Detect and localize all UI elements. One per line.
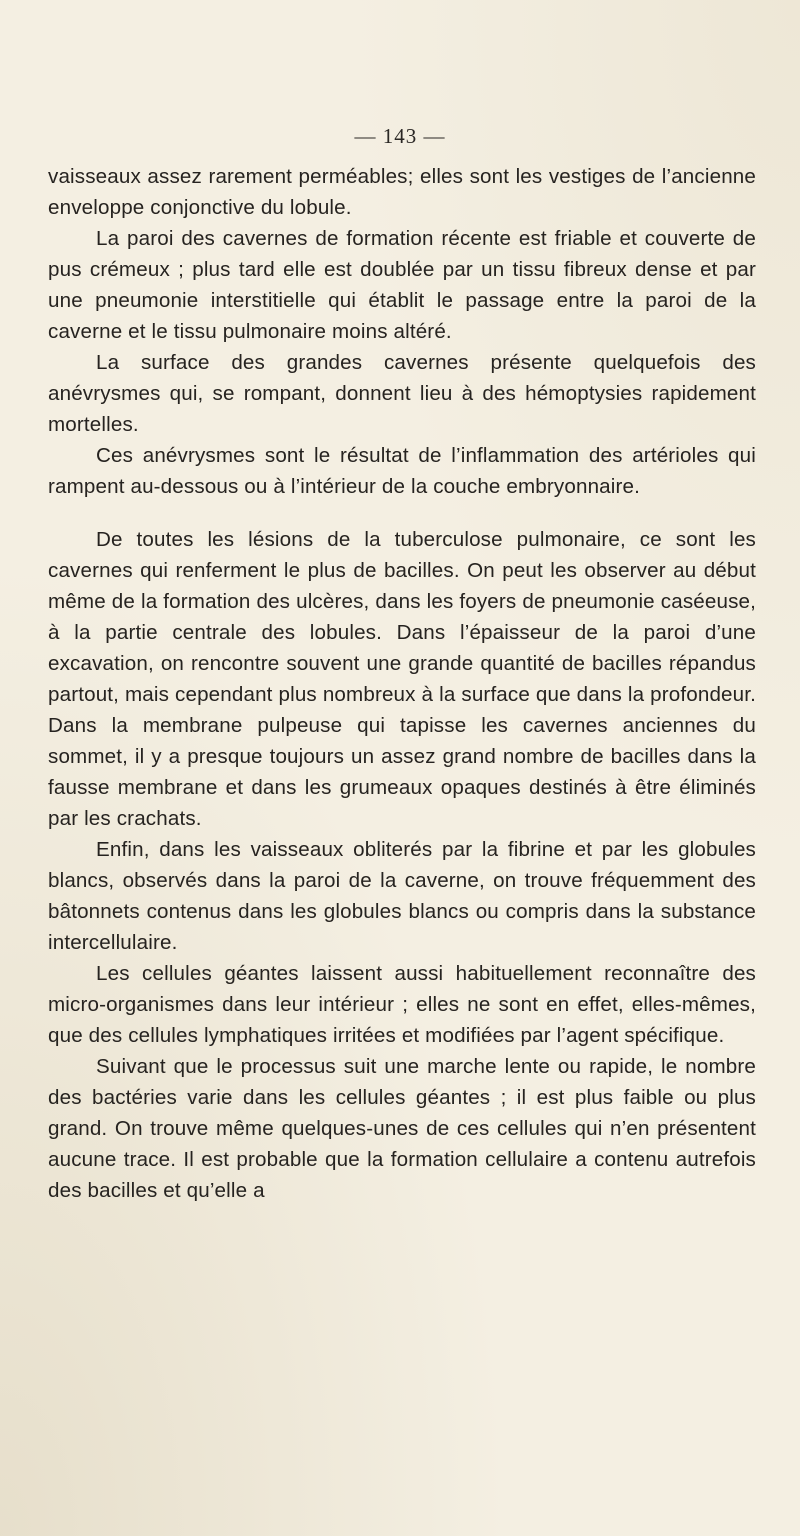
paragraph-2: La paroi des cavernes de formation récente est friable et couverte de pus crémeux ; plus tard elle est doublée par un tissu fibreux dense et par une pneumonie interstitielle qui établit le passage entre la paroi de la caverne et le tissu pulmonaire moins altéré.	[48, 227, 756, 343]
paragraph-5: De toutes les lésions de la tuberculose pulmonaire, ce sont les cavernes qui renferment le plus de bacilles. On peut les observer au début même de la formation des ulcères, dans les foyers de pneumonie caséeuse, à la partie centrale des lobules. Dans l’épaisseur de la paroi d’une excavation, on rencontre souvent une grande quantité de bacilles répandus partout, mais cependant plus nombreux à la surface que dans la profondeur. Dans la membrane pulpeuse qui tapisse les cavernes anciennes du sommet, il y a presque toujours un assez grand nombre de bacilles dans la fausse membrane et dans les grumeaux opaques destinés à être éliminés par les crachats.	[48, 528, 756, 830]
paragraph-4: Ces anévrysmes sont le résultat de l’inflammation des artérioles qui rampent au-dessous ou à l’intérieur de la couche embryonnaire.	[48, 444, 756, 498]
paragraph-8: Suivant que le processus suit une marche lente ou rapide, le nombre des bactéries varie dans les cellules géantes ; il est plus faible ou plus grand. On trouve même quelques-unes de ces cellules qui n’en présentent aucune trace. Il est probable que la formation cellulaire a contenu autrefois des bacilles et qu’elle a	[48, 1055, 756, 1202]
page-number: — 143 —	[354, 124, 446, 148]
paragraph-1: vaisseaux assez rarement perméables; elles sont les vestiges de l’ancienne enveloppe conjonctive du lobule.	[48, 165, 756, 219]
paragraph-3: La surface des grandes cavernes présente quelquefois des anévrysmes qui, se rompant, donnent lieu à des hémoptysies rapidement mortelles.	[48, 351, 756, 436]
paragraph-7: Les cellules géantes laissent aussi habituellement reconnaître des micro-organismes dans leur intérieur ; elles ne sont en effet, elles-mêmes, que des cellules lymphatiques irritées et modifiées par l’agent spécifique.	[48, 962, 756, 1047]
paragraph-6: Enfin, dans les vaisseaux obliterés par la fibrine et par les globules blancs, observés dans la paroi de la caverne, on trouve fréquemment des bâtonnets contenus dans les globules blancs ou compris dans la substance intercellulaire.	[48, 838, 756, 954]
page-text	[48, 161, 756, 1206]
